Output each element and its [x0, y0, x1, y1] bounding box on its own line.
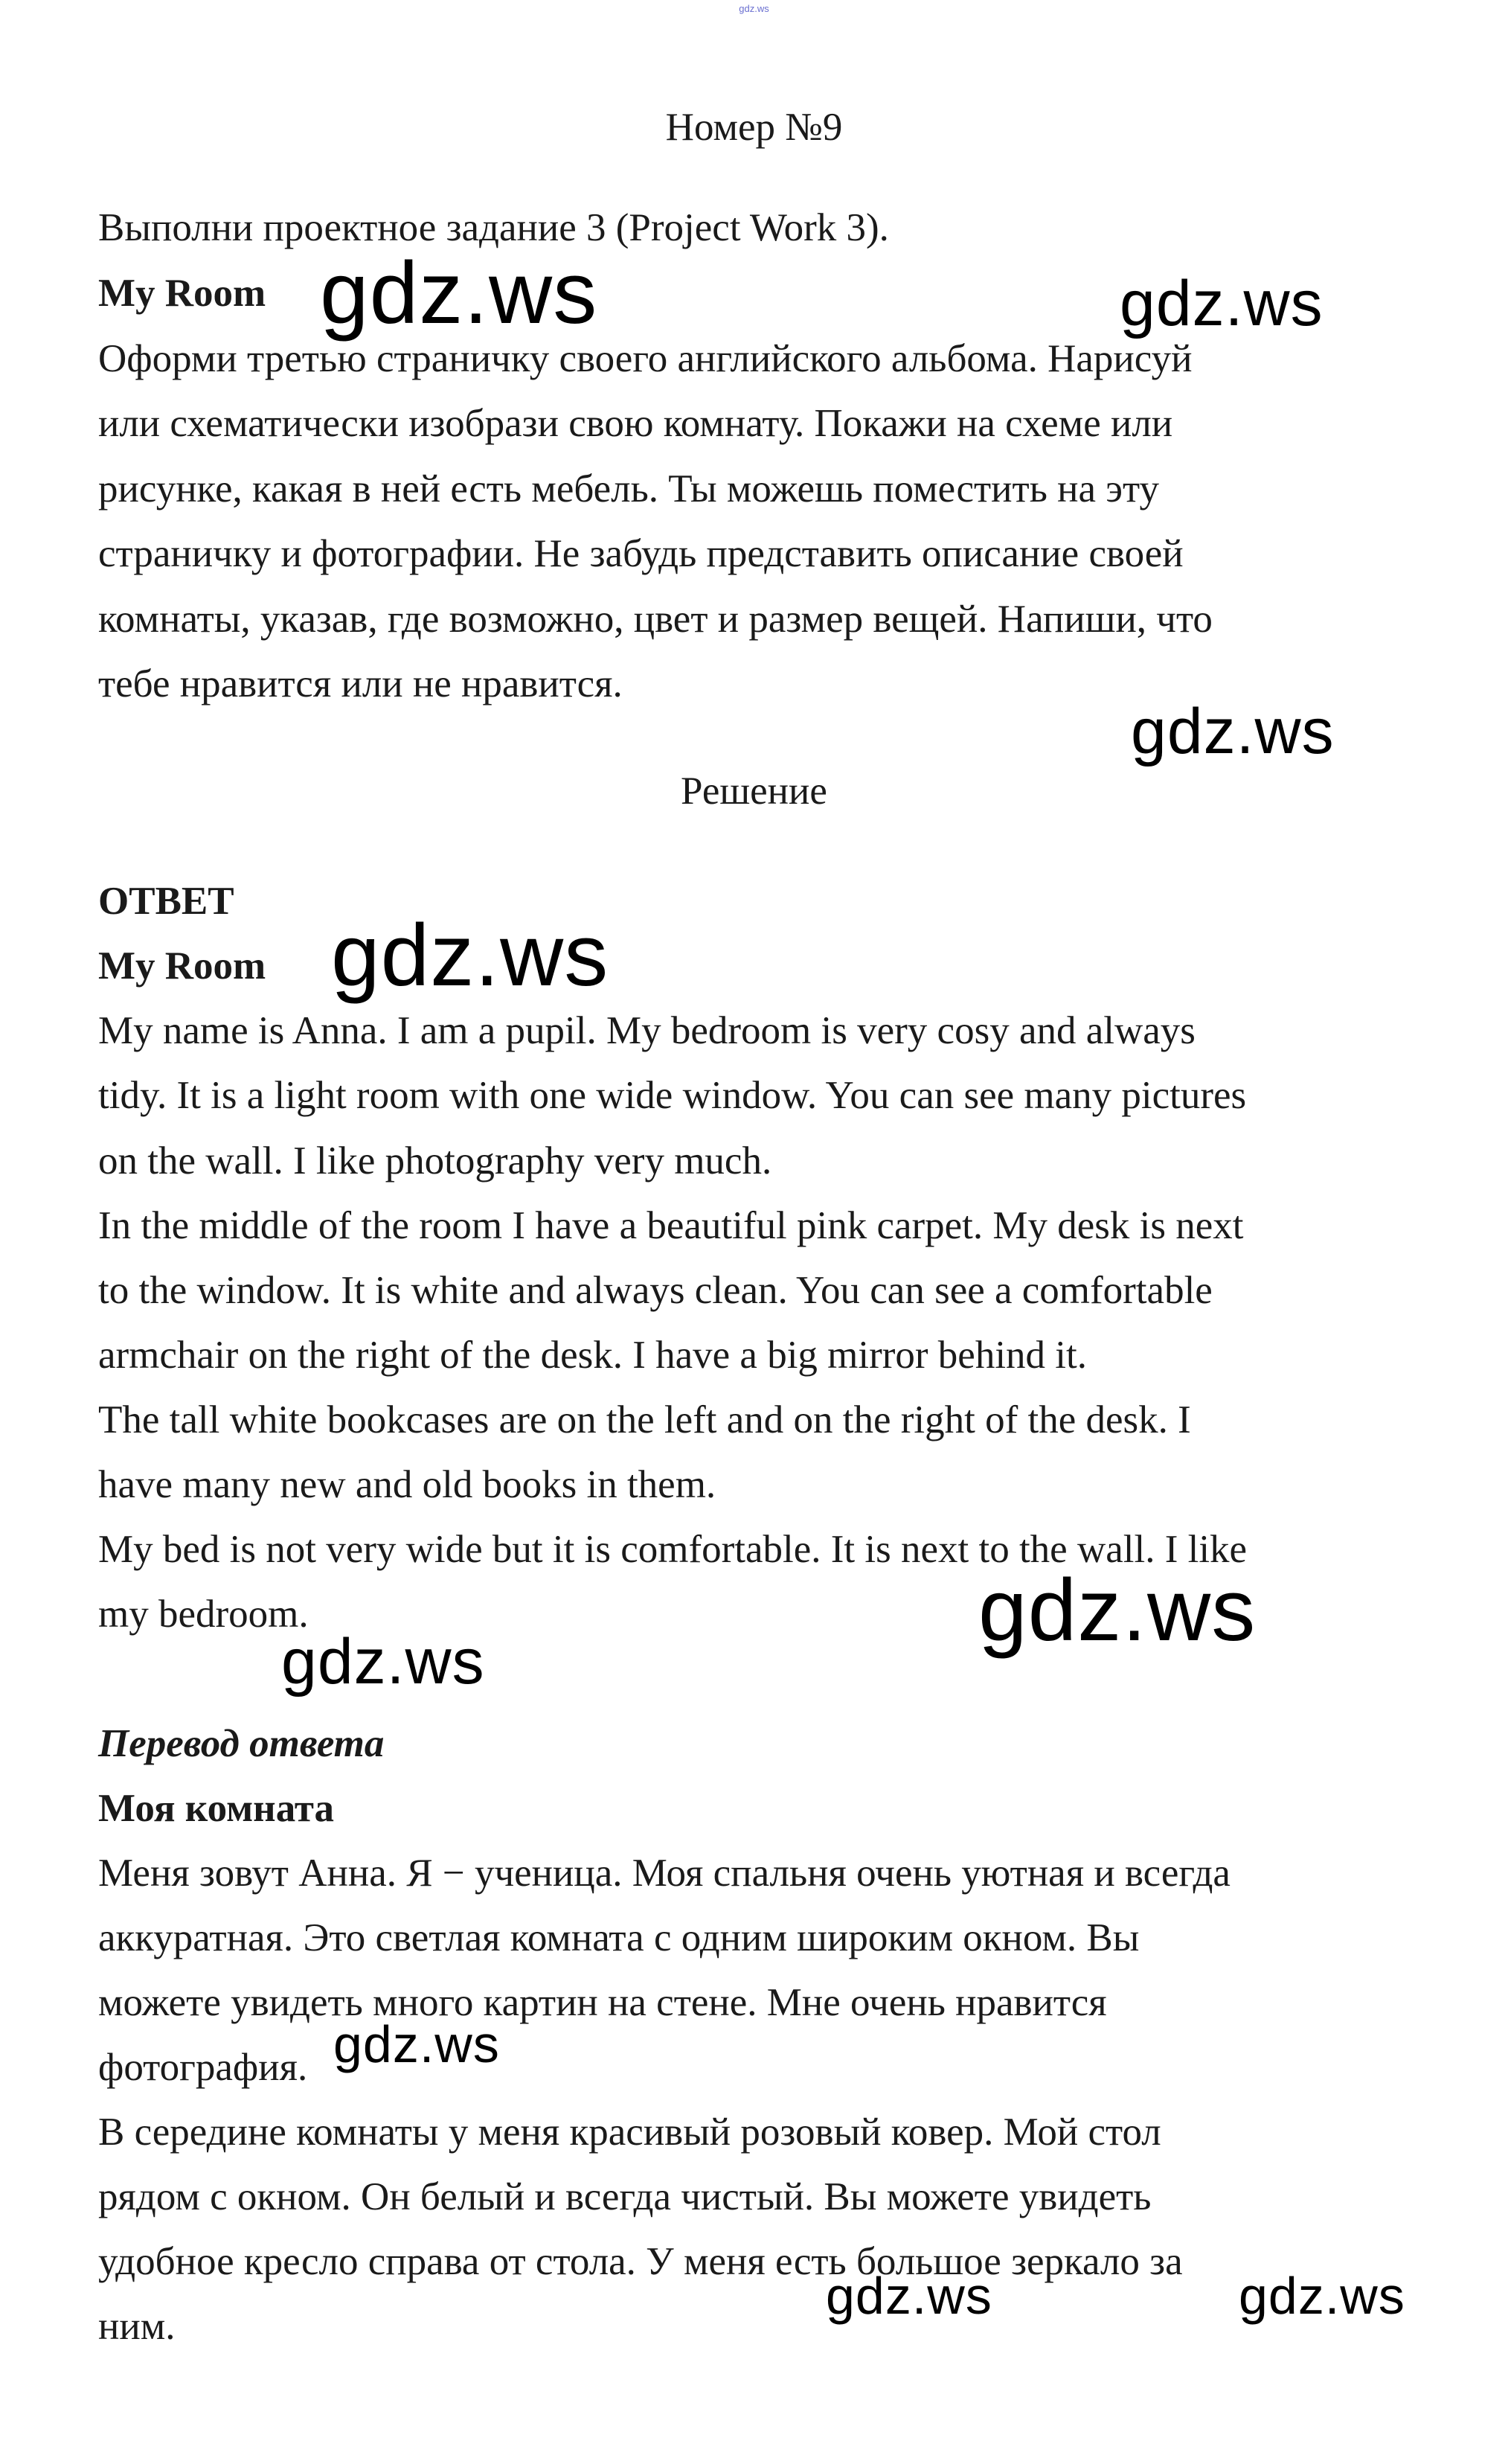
answer-line: my bedroom.	[98, 1593, 309, 1636]
task-line: страничку и фотографии. Не забудь представить описание своей	[98, 532, 1184, 575]
watermark: gdz.ws	[1120, 268, 1323, 339]
task-line: Оформи третью страничку своего английского альбома. Нарисуй	[98, 337, 1193, 380]
watermark: gdz.ws	[331, 906, 609, 1005]
answer-line: My bed is not very wide but it is comfortable. It is next to the wall. I like	[98, 1528, 1248, 1571]
task-heading: My Room	[98, 272, 266, 315]
translation-line: удобное кресло справа от стола. У меня есть большое зеркало за	[98, 2240, 1183, 2283]
watermark: gdz.ws	[281, 1626, 485, 1697]
answer-line: The tall white bookcases are on the left and on the right of the desk. I	[98, 1398, 1191, 1441]
translation-line: В середине комнаты у меня красивый розовый ковер. Мой стол	[98, 2111, 1161, 2154]
watermark: gdz.ws	[826, 2267, 992, 2325]
answer-line: tidy. It is a light room with one wide window. You can see many pictures	[98, 1074, 1247, 1117]
translation-line: аккуратная. Это светлая комната с одним широким окном. Вы	[98, 1916, 1140, 1959]
answer-line: have many new and old books in them.	[98, 1463, 716, 1506]
top-watermark: gdz.ws	[739, 3, 769, 14]
answer-line: armchair on the right of the desk. I have a big mirror behind it.	[98, 1334, 1088, 1377]
translation-line: Меня зовут Анна. Я − ученица. Моя спальня очень уютная и всегда	[98, 1852, 1231, 1895]
translation-line: рядом с окном. Он белый и всегда чистый. Вы можете увидеть	[98, 2175, 1152, 2218]
translation-line: ним.	[98, 2305, 176, 2348]
watermark: gdz.ws	[1239, 2267, 1405, 2325]
answer-line: My name is Anna. I am a pupil. My bedroom is very cosy and always	[98, 1009, 1196, 1052]
answer-heading: My Room	[98, 944, 266, 988]
solution-label: Решение	[681, 769, 827, 813]
task-line: тебе нравится или не нравится.	[98, 662, 623, 705]
task-intro: Выполни проектное задание 3 (Project Work 3).	[98, 206, 889, 249]
answer-line: In the middle of the room I have a beautiful pink carpet. My desk is next	[98, 1204, 1244, 1247]
translation-line: фотография.	[98, 2046, 308, 2089]
watermark: gdz.ws	[978, 1561, 1257, 1660]
translation-heading: Моя комната	[98, 1787, 335, 1830]
task-line: рисунке, какая в ней есть мебель. Ты можешь поместить на эту	[98, 467, 1159, 511]
watermark: gdz.ws	[333, 2015, 500, 2073]
task-line: комнаты, указав, где возможно, цвет и размер вещей. Напиши, что	[98, 598, 1213, 641]
answer-line: to the window. It is white and always clean. You can see a comfortable	[98, 1269, 1213, 1312]
answer-line: on the wall. I like photography very much.	[98, 1139, 772, 1183]
watermark: gdz.ws	[1131, 696, 1335, 767]
page-title: Номер №9	[665, 106, 843, 149]
answer-label: ОТВЕТ	[98, 880, 234, 923]
translation-label: Перевод ответа	[98, 1722, 385, 1765]
task-line: или схематически изобрази свою комнату. Покажи на схеме или	[98, 402, 1173, 445]
translation-line: можете увидеть много картин на стене. Мне очень нравится	[98, 1981, 1107, 2024]
watermark: gdz.ws	[320, 244, 598, 342]
